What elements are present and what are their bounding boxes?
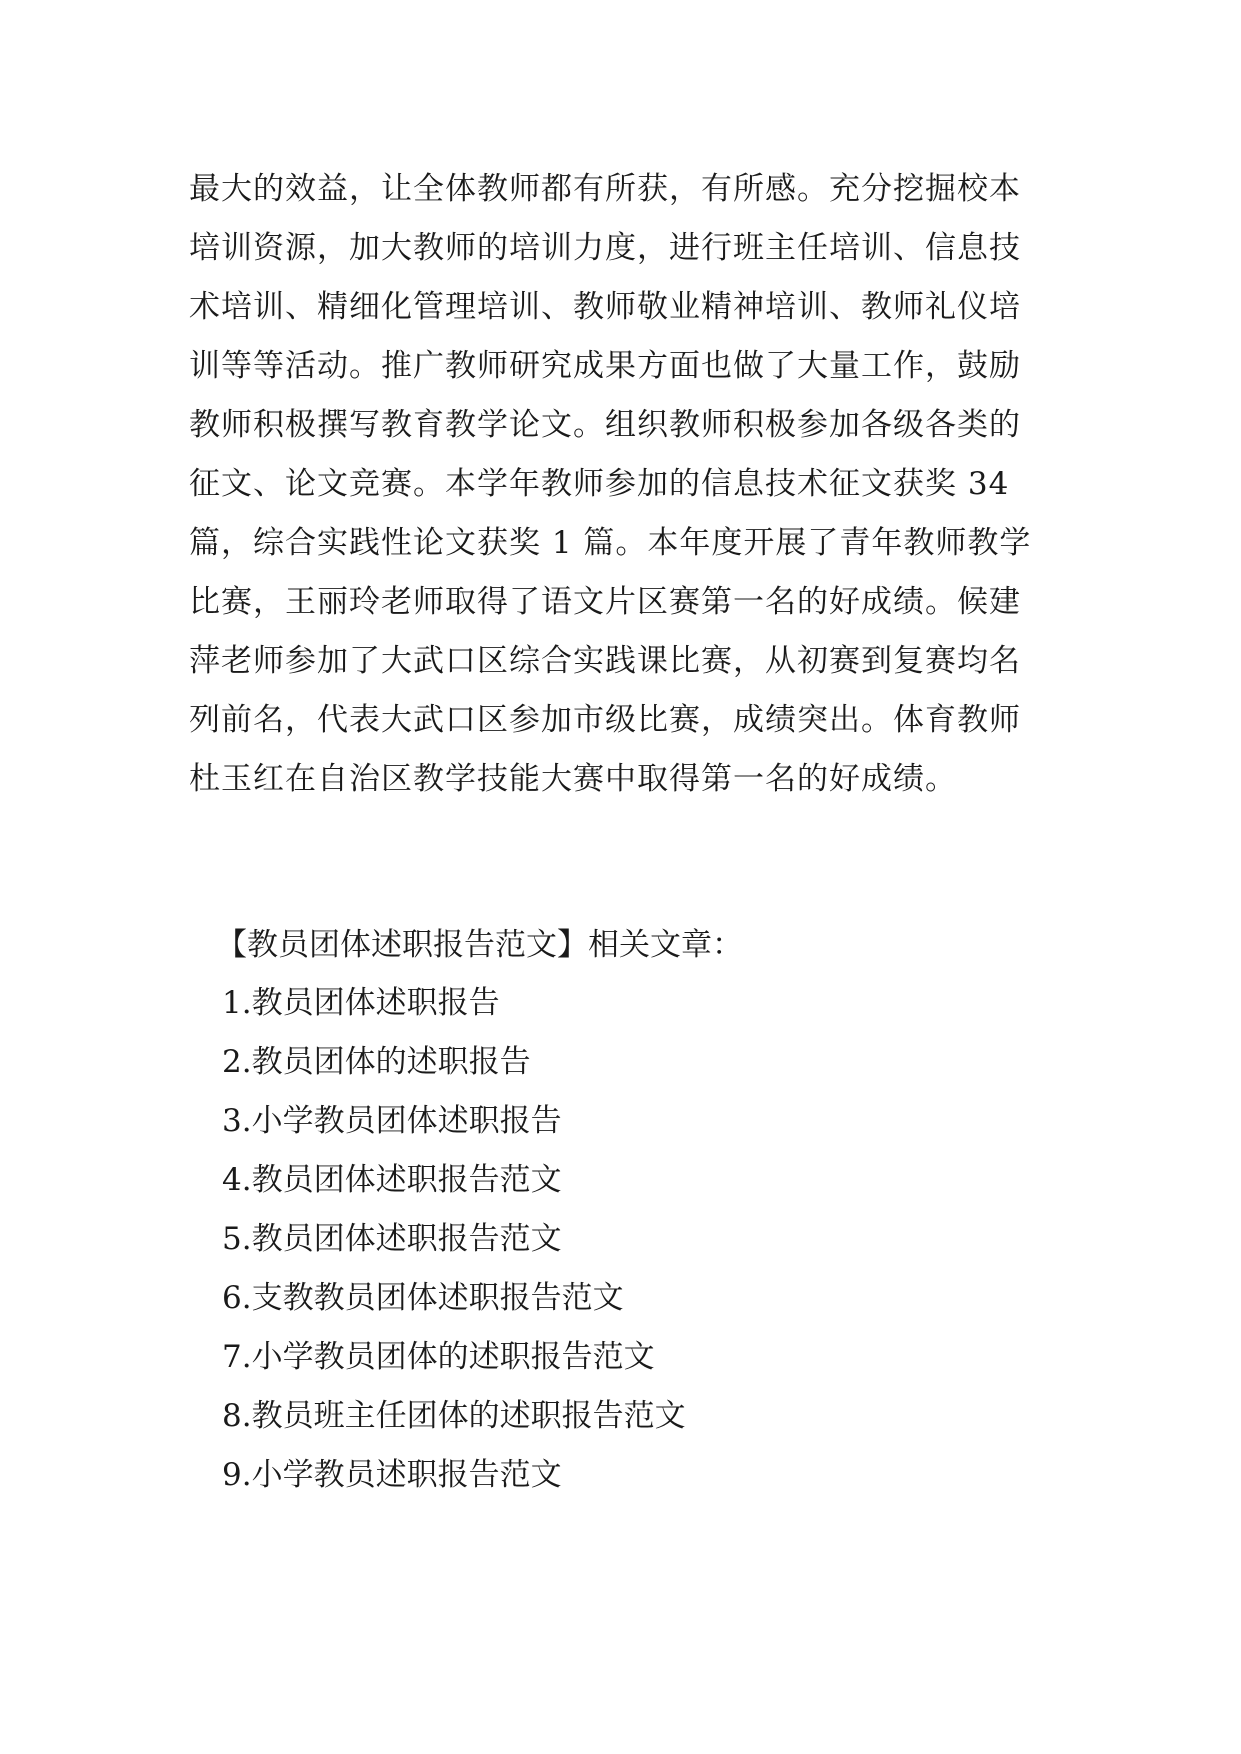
related-article-link[interactable]: 7.小学教员团体的述职报告范文 bbox=[222, 1339, 655, 1375]
related-article-link[interactable]: 9.小学教员述职报告范文 bbox=[222, 1457, 562, 1493]
related-article-link[interactable]: 3.小学教员团体述职报告 bbox=[222, 1103, 562, 1139]
related-article-link[interactable]: 5.教员团体述职报告范文 bbox=[222, 1221, 562, 1257]
paragraph-line: 培训资源，加大教师的培训力度，进行班主任培训、信息技 bbox=[189, 230, 1021, 266]
paragraph-line: 训等等活动。推广教师研究成果方面也做了大量工作，鼓励 bbox=[189, 348, 1021, 384]
related-article-link[interactable]: 6.支教教员团体述职报告范文 bbox=[222, 1280, 624, 1316]
related-article-link[interactable]: 1.教员团体述职报告 bbox=[222, 985, 500, 1021]
paragraph-line: 术培训、精细化管理培训、教师敬业精神培训、教师礼仪培 bbox=[189, 289, 1021, 325]
related-articles-section bbox=[216, 916, 1022, 1493]
paragraph-line: 最大的效益，让全体教师都有所获，有所感。充分挖掘校本 bbox=[189, 171, 1021, 207]
paragraph-line: 杜玉红在自治区教学技能大赛中取得第一名的好成绩。 bbox=[189, 761, 957, 797]
related-articles-list bbox=[222, 974, 686, 1505]
paragraph-line: 篇，综合实践性论文获奖 1 篇。本年度开展了青年教师教学 bbox=[189, 525, 1032, 561]
paragraph-line: 萍老师参加了大武口区综合实践课比赛，从初赛到复赛均名 bbox=[189, 643, 1021, 679]
paragraph-line: 征文、论文竞赛。本学年教师参加的信息技术征文获奖 34 bbox=[189, 466, 1010, 502]
related-article-link[interactable]: 8.教员班主任团体的述职报告范文 bbox=[222, 1398, 686, 1434]
paragraph-line: 列前名，代表大武口区参加市级比赛，成绩突出。体育教师 bbox=[189, 702, 1021, 738]
paragraph-line: 教师积极撰写教育教学论文。组织教师积极参加各级各类的 bbox=[189, 407, 1021, 443]
related-article-link[interactable]: 4.教员团体述职报告范文 bbox=[222, 1162, 562, 1198]
related-articles-heading: 【教员团体述职报告范文】相关文章： bbox=[216, 927, 743, 963]
body-paragraph bbox=[189, 160, 1059, 809]
paragraph-line: 比赛，王丽玲老师取得了语文片区赛第一名的好成绩。候建 bbox=[189, 584, 1021, 620]
related-article-link[interactable]: 2.教员团体的述职报告 bbox=[222, 1044, 531, 1080]
